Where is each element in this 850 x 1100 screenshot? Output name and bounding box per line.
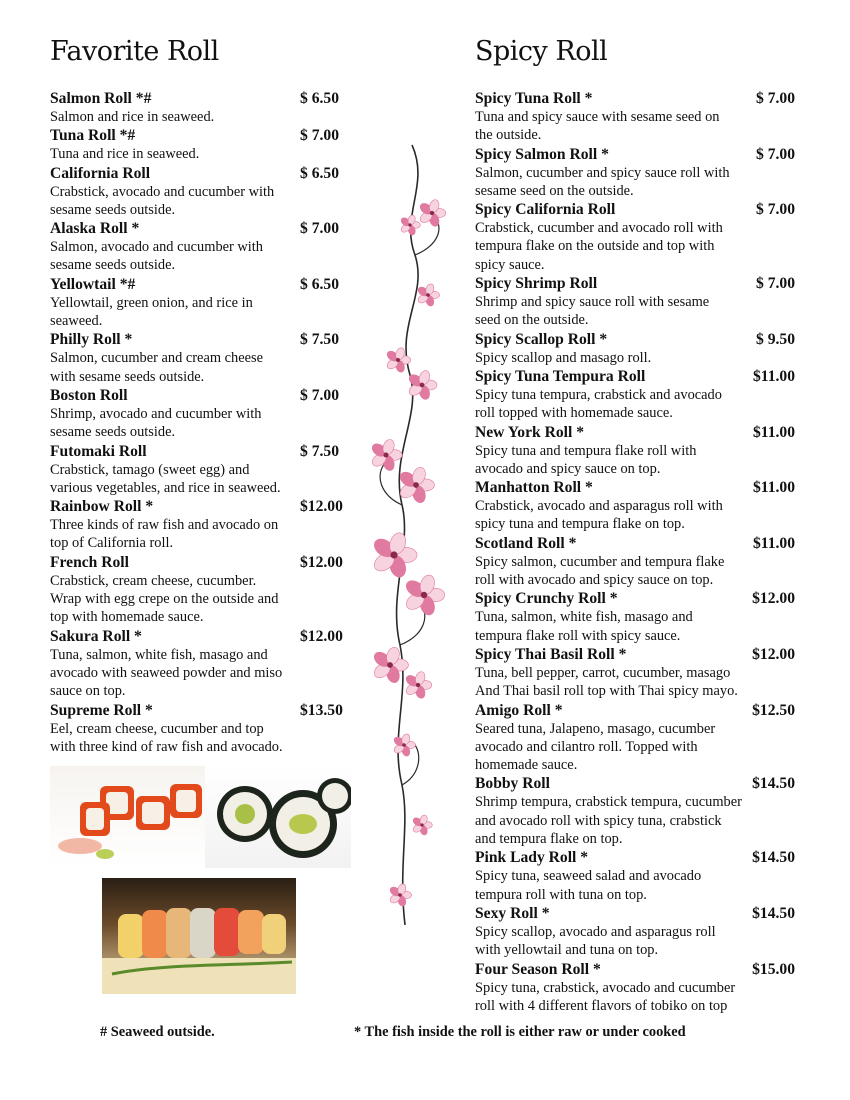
menu-item-header xyxy=(50,164,350,183)
menu-item-name: Salmon Roll *# xyxy=(50,90,152,107)
menu-item-price: $ 7.50 xyxy=(300,331,339,349)
menu-item-name: Manhatton Roll * xyxy=(475,479,593,497)
menu-item-header xyxy=(50,330,350,349)
menu-item-price: $12.50 xyxy=(752,701,795,719)
menu-item-description: Tuna, bell pepper, carrot, cucumber, masago And Thai basil roll top with Thai spicy mayo. xyxy=(475,664,738,700)
menu-item xyxy=(475,367,805,423)
menu-item-name: Spicy Scallop Roll * xyxy=(475,330,608,348)
menu-item-description: Tuna and spicy sauce with sesame seed on the outside. xyxy=(475,109,720,144)
menu-item-price: $ 7.00 xyxy=(300,220,339,238)
menu-item-name: Futomaki Roll xyxy=(50,442,147,460)
menu-item-description: Shrimp, avocado and cucumber with sesame seeds outside. xyxy=(50,405,262,441)
menu-item-price: $14.50 xyxy=(752,904,795,922)
menu-item-description: Crabstick, avocado and asparagus roll with spicy tuna and tempura flake on top. xyxy=(475,498,723,533)
cherry-blossom-icon xyxy=(416,283,439,307)
menu-item xyxy=(50,89,350,126)
section-title-spicy-roll: Spicy Roll xyxy=(475,36,608,67)
menu-item-name: New York Roll * xyxy=(475,423,585,441)
menu-item-price: $ 7.00 xyxy=(300,127,339,145)
menu-item-price: $12.00 xyxy=(300,498,343,516)
menu-item-header xyxy=(475,534,805,553)
menu-item-header xyxy=(475,367,805,386)
menu-item xyxy=(50,497,350,553)
menu-item xyxy=(50,219,350,275)
menu-item-price: $ 9.50 xyxy=(756,330,795,348)
menu-item-name: Scotland Roll * xyxy=(475,534,577,552)
menu-item xyxy=(475,701,805,775)
section-title-favorite-roll: Favorite Roll xyxy=(50,36,219,67)
menu-item-description: Crabstick, cucumber and avocado roll with tempura flake on the outside and top with spicy sauce. xyxy=(475,220,723,273)
menu-item-header xyxy=(475,423,805,442)
menu-item-description: Salmon, cucumber and cream cheese with sesame seeds outside. xyxy=(50,350,263,385)
menu-item-price: $ 7.00 xyxy=(756,201,795,219)
menu-item-header xyxy=(475,200,805,219)
menu-item-header xyxy=(475,904,805,923)
menu-item-name: Spicy California Roll xyxy=(475,201,616,219)
menu-item-description: Eel, cream cheese, cucumber and top with three kind of raw fish and avocado. xyxy=(50,720,283,755)
sushi-photo-rainbow-roll xyxy=(102,878,296,994)
menu-item-name: Spicy Thai Basil Roll * xyxy=(475,645,627,663)
cherry-blossom-icon xyxy=(403,573,444,617)
menu-item-header xyxy=(475,960,805,979)
menu-item-price: $14.50 xyxy=(752,849,795,867)
menu-item xyxy=(475,534,805,590)
menu-item-description: Tuna, salmon, white fish, masago and tempura flake roll with spicy sauce. xyxy=(475,609,693,644)
menu-item-name: California Roll xyxy=(50,164,151,182)
menu-item-price: $11.00 xyxy=(752,423,795,441)
menu-item-description: Spicy tuna and tempura flake roll with avocado and spicy sauce on top. xyxy=(475,442,697,477)
cherry-blossom-icon xyxy=(418,198,446,227)
menu-item-description: Spicy scallop and masago roll. xyxy=(475,349,652,366)
menu-item-name: Yellowtail *# xyxy=(50,275,136,293)
menu-item-header xyxy=(50,442,350,461)
menu-item-description: Spicy tuna tempura, crabstick and avocado roll topped with homemade sauce. xyxy=(475,386,722,422)
menu-item-header xyxy=(475,848,805,867)
menu-item-description: Spicy tuna, seaweed salad and avocado tempura roll with tuna on top. xyxy=(475,868,702,903)
menu-item-description: Shrimp and spicy sauce roll with sesame seed on the outside. xyxy=(475,294,710,329)
menu-item xyxy=(475,904,805,960)
menu-item-name: Supreme Roll * xyxy=(50,701,153,719)
menu-item-name: Spicy Crunchy Roll * xyxy=(475,590,618,608)
menu-item-name: Philly Roll * xyxy=(50,331,133,349)
menu-item-name: Spicy Tuna Roll * xyxy=(475,90,593,107)
menu-item-description: Tuna, salmon, white fish, masago and avocado with seaweed powder and miso sauce on top. xyxy=(50,646,283,700)
menu-item-name: Amigo Roll * xyxy=(475,701,563,719)
menu-item-description: Crabstick, tamago (sweet egg) and various vegetables, and rice in seaweed. xyxy=(50,461,281,496)
footnote-raw-fish-warning: * The fish inside the roll is either raw or under cooked xyxy=(354,1024,686,1040)
menu-item-header xyxy=(50,89,350,108)
menu-item-name: Spicy Salmon Roll * xyxy=(475,145,609,163)
menu-item-name: Spicy Tuna Tempura Roll xyxy=(475,367,646,385)
menu-item-price: $ 7.00 xyxy=(756,90,795,107)
menu-item-description: Crabstick, cream cheese, cucumber. Wrap with egg crepe on the outside and top with homemade sauce. xyxy=(50,572,279,626)
cherry-blossom-vine-decoration xyxy=(360,125,460,955)
menu-item-price: $14.50 xyxy=(752,775,795,793)
menu-item-header xyxy=(475,774,805,793)
menu-item xyxy=(50,701,350,757)
menu-item-header xyxy=(475,478,805,497)
menu-item-header xyxy=(50,219,350,238)
menu-item-header xyxy=(475,89,805,108)
menu-item-price: $ 7.50 xyxy=(300,442,339,460)
menu-item-description: Yellowtail, green onion, and rice in seaweed. xyxy=(50,294,253,330)
menu-item-name: Four Season Roll * xyxy=(475,960,601,978)
menu-item xyxy=(50,442,350,498)
menu-item-price: $ 7.00 xyxy=(300,386,339,404)
menu-item xyxy=(475,274,805,330)
menu-item-price: $ 7.00 xyxy=(756,145,795,163)
menu-item xyxy=(50,627,350,701)
menu-item xyxy=(475,200,805,274)
cherry-blossom-icon xyxy=(400,214,421,236)
menu-item xyxy=(475,960,805,1016)
menu-item-header xyxy=(50,126,350,145)
menu-item xyxy=(475,589,805,645)
menu-item-price: $13.50 xyxy=(300,701,343,719)
menu-item-description: Spicy salmon, cucumber and tempura flake roll with avocado and spicy sauce on top. xyxy=(475,553,725,589)
menu-item-description: Tuna and rice in seaweed. xyxy=(50,146,200,163)
menu-item-price: $12.00 xyxy=(300,627,343,645)
menu-item-header xyxy=(475,589,805,608)
menu-item xyxy=(50,164,350,220)
menu-item xyxy=(50,275,350,331)
menu-item-description: Spicy tuna, crabstick, avocado and cucumber roll with 4 different flavors of tobiko on top xyxy=(475,979,736,1014)
menu-item-price: $ 6.50 xyxy=(300,90,339,107)
cherry-blossom-icon xyxy=(412,814,433,836)
menu-item-description: Salmon, avocado and cucumber with sesame seeds outside. xyxy=(50,239,263,274)
menu-item-name: Rainbow Roll * xyxy=(50,498,154,516)
menu-item xyxy=(50,330,350,386)
menu-item-price: $11.00 xyxy=(752,534,795,552)
menu-item-header xyxy=(475,645,805,664)
menu-item-name: Alaska Roll * xyxy=(50,220,140,238)
menu-item xyxy=(50,386,350,442)
menu-item-price: $12.00 xyxy=(752,590,795,608)
menu-item-header xyxy=(475,701,805,720)
menu-item-description: Crabstick, avocado and cucumber with sesame seeds outside. xyxy=(50,183,275,218)
menu-item-name: Sexy Roll * xyxy=(475,904,550,922)
spicy-roll-list xyxy=(475,89,805,1015)
menu-item xyxy=(475,478,805,534)
menu-item-price: $ 7.00 xyxy=(756,275,795,293)
menu-item-description: Three kinds of raw fish and avocado on top of California roll. xyxy=(50,517,279,552)
favorite-roll-list xyxy=(50,89,350,756)
menu-item-description: Salmon, cucumber and spicy sauce roll with sesame seed on the outside. xyxy=(475,164,730,199)
menu-item-header xyxy=(475,274,805,293)
menu-item xyxy=(50,553,350,627)
menu-item-header xyxy=(475,330,805,349)
menu-item-header xyxy=(475,145,805,164)
menu-item-name: Sakura Roll * xyxy=(50,627,142,645)
menu-item-header xyxy=(50,627,350,646)
menu-item-price: $ 6.50 xyxy=(300,164,339,182)
menu-item-price: $ 6.50 xyxy=(300,275,339,293)
menu-item-name: Pink Lady Roll * xyxy=(475,849,589,867)
menu-item-price: $12.00 xyxy=(300,553,343,571)
menu-item-name: Boston Roll xyxy=(50,386,128,404)
menu-item-header xyxy=(50,701,350,720)
footnote-seaweed-outside: # Seaweed outside. xyxy=(100,1024,215,1040)
menu-item-description: Salmon and rice in seaweed. xyxy=(50,109,215,125)
menu-item xyxy=(475,145,805,201)
menu-item xyxy=(475,774,805,848)
menu-item-name: Spicy Shrimp Roll xyxy=(475,275,598,293)
cherry-blossom-icon xyxy=(398,466,435,505)
cherry-blossom-icon xyxy=(371,531,417,579)
menu-item-header xyxy=(50,497,350,516)
cherry-blossom-icon xyxy=(404,670,432,699)
menu-item xyxy=(475,848,805,904)
menu-item xyxy=(475,330,805,367)
menu-item-header xyxy=(50,386,350,405)
cherry-blossom-icon xyxy=(388,883,411,907)
menu-item xyxy=(475,423,805,479)
cherry-blossom-icon xyxy=(392,733,415,757)
menu-item xyxy=(50,126,350,163)
menu-item-name: French Roll xyxy=(50,553,129,571)
sushi-photo-maki-rolls xyxy=(205,766,351,868)
menu-item-name: Bobby Roll xyxy=(475,775,550,793)
menu-item-name: Tuna Roll *# xyxy=(50,127,136,145)
menu-item-description: Shrimp tempura, crabstick tempura, cucumber and avocado roll with spicy tuna, crabstick and tempura flake on top. xyxy=(475,794,742,848)
cherry-blossom-icon xyxy=(370,438,402,472)
menu-item-description: Spicy scallop, avocado and asparagus roll with yellowtail and tuna on top. xyxy=(475,923,716,959)
menu-item-header xyxy=(50,275,350,294)
menu-item xyxy=(475,89,805,145)
menu-item-price: $11.00 xyxy=(752,479,795,497)
menu-item-price: $11.00 xyxy=(752,367,795,385)
menu-item-description: Seared tuna, Jalapeno, masago, cucumber avocado and cilantro roll. Topped with homemade sauce. xyxy=(475,720,716,774)
menu-item-price: $15.00 xyxy=(752,960,795,978)
menu-item xyxy=(475,645,805,701)
menu-item-price: $12.00 xyxy=(752,645,795,663)
sushi-photo-tobiko-rolls xyxy=(50,766,205,868)
menu-item-header xyxy=(50,553,350,572)
